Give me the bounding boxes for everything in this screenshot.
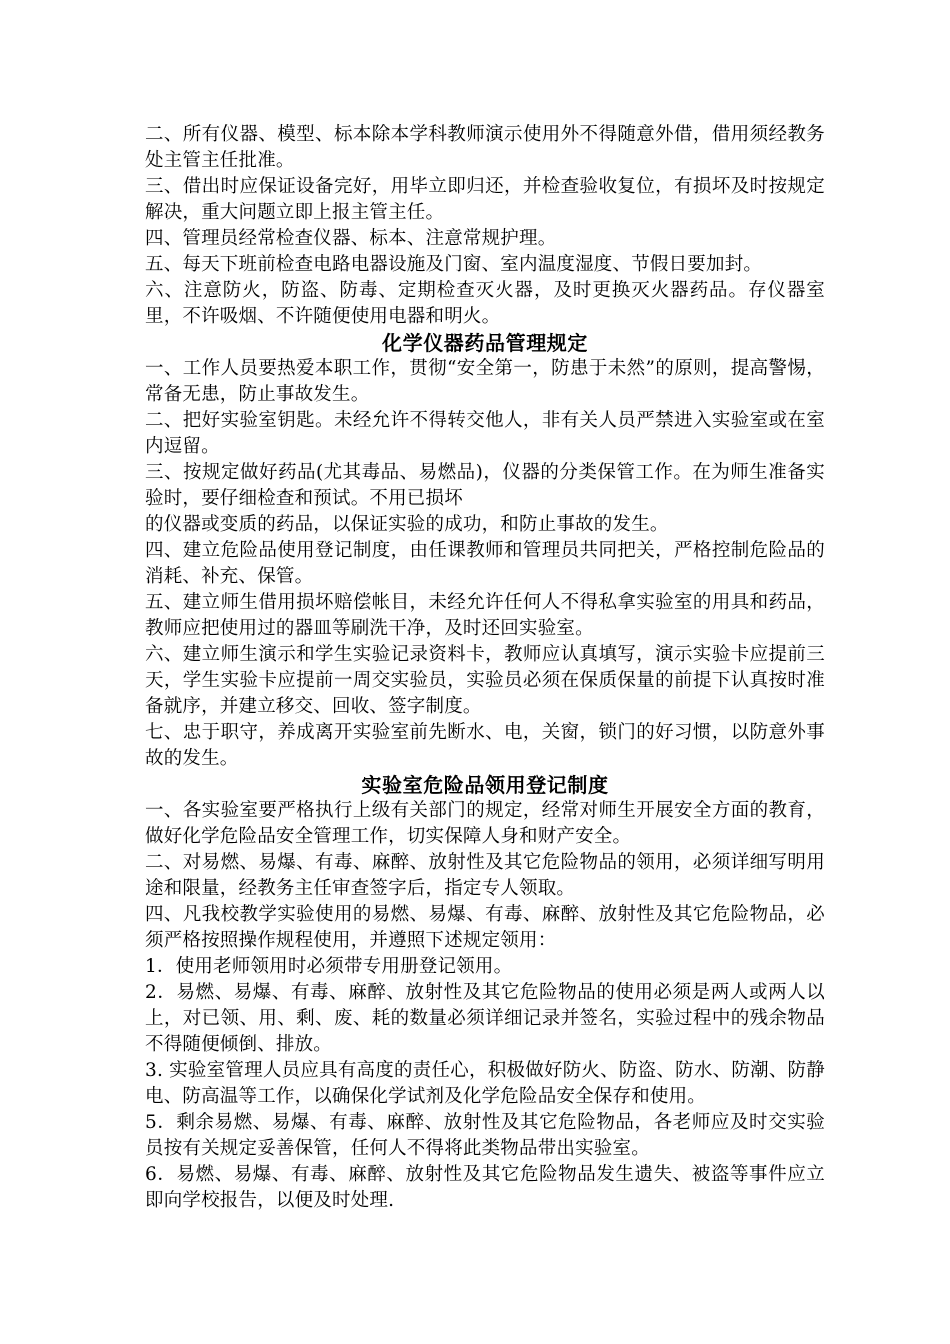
rule-paragraph: 六、建立师生演示和学生实验记录资料卡，教师应认真填写，演示实验卡应提前三天，学生实验卡应提前一周交实验员，实验员必须在保质保量的前提下认真按时准备就序，并建立移交、回收、签字制度。 bbox=[145, 644, 825, 717]
rule-paragraph: 5．剩余易燃、易爆、有毒、麻醉、放射性及其它危险物品，各老师应及时交实验员按有关规定妥善保管，任何人不得将此类物品带出实验室。 bbox=[145, 1112, 825, 1159]
rule-paragraph: 一、各实验室要严格执行上级有关部门的规定，经常对师生开展安全方面的教育，做好化学危险品安全管理工作，切实保障人身和财产安全。 bbox=[145, 800, 825, 847]
rule-paragraph: 五、每天下班前检查电路电器设施及门窗、室内温度湿度、节假日要加封。 bbox=[145, 254, 763, 275]
rule-paragraph: 3. 实验室管理人员应具有高度的责任心，积极做好防火、防盗、防水、防潮、防静电、防高温等工作，以确保化学试剂及化学危险品安全保存和使用。 bbox=[145, 1060, 825, 1107]
section-title-hazardous-materials: 实验室危险品领用登记制度 bbox=[361, 773, 609, 797]
rule-paragraph: 五、建立师生借用损坏赔偿帐目，未经允许任何人不得私拿实验室的用具和药品，教师应把使用过的器皿等刷洗干净，及时还回实验室。 bbox=[145, 592, 825, 639]
rule-paragraph: 二、对易燃、易爆、有毒、麻醉、放射性及其它危险物品的领用，必须详细写明用途和限量，经教务主任审查签字后，指定专人领取。 bbox=[145, 852, 825, 899]
rule-paragraph: 三、按规定做好药品(尤其毒品、易燃品)，仪器的分类保管工作。在为师生准备实验时，要仔细检查和预试。不用已损坏 bbox=[145, 462, 825, 509]
rule-paragraph: 2．易燃、易爆、有毒、麻醉、放射性及其它危险物品的使用必须是两人或两人以上，对已领、用、剩、废、耗的数量必须详细记录并签名，实验过程中的残余物品不得随便倾倒、排放。 bbox=[145, 982, 825, 1055]
rule-paragraph: 三、借出时应保证设备完好，用毕立即归还，并检查验收复位，有损坏及时按规定解决，重大问题立即上报主管主任。 bbox=[145, 176, 825, 223]
rule-paragraph: 6．易燃、易爆、有毒、麻醉、放射性及其它危险物品发生遗失、被盗等事件应立即向学校报告，以便及时处理. bbox=[145, 1164, 825, 1211]
rule-paragraph: 的仪器或变质的药品，以保证实验的成功，和防止事故的发生。 bbox=[145, 514, 669, 535]
rule-paragraph: 四、凡我校教学实验使用的易燃、易爆、有毒、麻醉、放射性及其它危险物品，必须严格按照操作规程使用，并遵照下述规定领用： bbox=[145, 904, 825, 951]
rule-paragraph: 四、管理员经常检查仪器、标本、注意常规护理。 bbox=[145, 228, 557, 249]
rule-paragraph: 1．使用老师领用时必须带专用册登记领用。 bbox=[145, 956, 513, 977]
rule-paragraph: 七、忠于职守，养成离开实验室前先断水、电，关窗，锁门的好习惯，以防意外事故的发生。 bbox=[145, 722, 825, 769]
rule-paragraph: 二、把好实验室钥匙。未经允许不得转交他人，非有关人员严禁进入实验室或在室内逗留。 bbox=[145, 410, 825, 457]
section-title-chemical-instruments: 化学仪器药品管理规定 bbox=[382, 331, 588, 355]
rule-paragraph: 二、所有仪器、模型、标本除本学科教师演示使用外不得随意外借，借用须经教务处主管主任批准。 bbox=[145, 124, 825, 171]
rule-paragraph: 一、工作人员要热爱本职工作，贯彻“安全第一，防患于未然”的原则，提高警惕，常备无患，防止事故发生。 bbox=[145, 358, 825, 405]
rule-paragraph: 四、建立危险品使用登记制度，由任课教师和管理员共同把关，严格控制危险品的消耗、补充、保管。 bbox=[145, 540, 825, 587]
document-body bbox=[145, 122, 825, 1214]
rule-paragraph: 六、注意防火，防盗、防毒、定期检查灭火器，及时更换灭火器药品。存仪器室里，不许吸烟、不许随便使用电器和明火。 bbox=[145, 280, 825, 327]
